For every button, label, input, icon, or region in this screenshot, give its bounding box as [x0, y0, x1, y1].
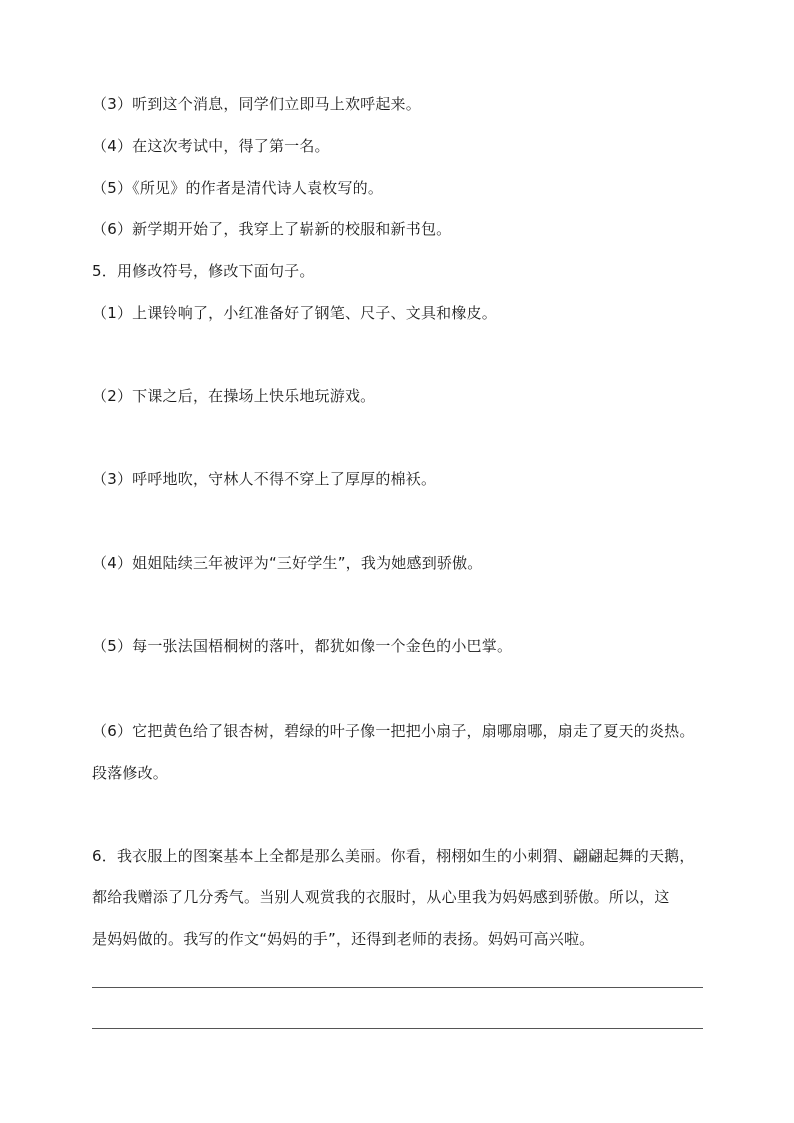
- q5-item-4: （4）姐姐陆续三年被评为“三好学生”，我为她感到骄傲。: [92, 554, 483, 572]
- q4-item-4: （4）在这次考试中，得了第一名。: [92, 137, 330, 155]
- q5-title: 5．用修改符号，修改下面句子。: [92, 262, 315, 280]
- q5-item-3: （3）呼呼地吹，守林人不得不穿上了厚厚的棉袄。: [92, 470, 437, 488]
- q5-item-1: （1）上课铃响了，小红准备好了钢笔、尺子、文具和橡皮。: [92, 304, 497, 322]
- q5-item-2: （2）下课之后，在操场上快乐地玩游戏。: [92, 387, 376, 405]
- answer-line-2[interactable]: [92, 1028, 703, 1029]
- q6-paragraph-line-3: 是妈妈做的。我写的作文“妈妈的手”，还得到老师的表扬。妈妈可高兴啦。: [92, 930, 595, 948]
- q6-paragraph-line-2: 都给我赠添了几分秀气。当别人观赏我的衣服时，从心里我为妈妈感到骄傲。所以，这: [92, 888, 670, 906]
- q5-item-5: （5）每一张法国梧桐树的落叶，都犹如像一个金色的小巴掌。: [92, 637, 513, 655]
- q5-item-6: （6）它把黄色给了银杏树，碧绿的叶子像一把把小扇子，扇哪扇哪，扇走了夏天的炎热。: [92, 722, 695, 740]
- q6-label: 段落修改。: [92, 764, 169, 782]
- q4-item-6: （6）新学期开始了，我穿上了崭新的校服和新书包。: [92, 220, 452, 238]
- q4-item-5: （5）《所见》的作者是清代诗人袁枚写的。: [92, 179, 384, 197]
- answer-line-1[interactable]: [92, 987, 703, 988]
- q6-paragraph-line-1: 6．我衣服上的图案基本上全都是那么美丽。你看，栩栩如生的小刺猬、翩翩起舞的天鹅，: [92, 847, 695, 865]
- q4-item-3: （3）听到这个消息，同学们立即马上欢呼起来。: [92, 95, 421, 113]
